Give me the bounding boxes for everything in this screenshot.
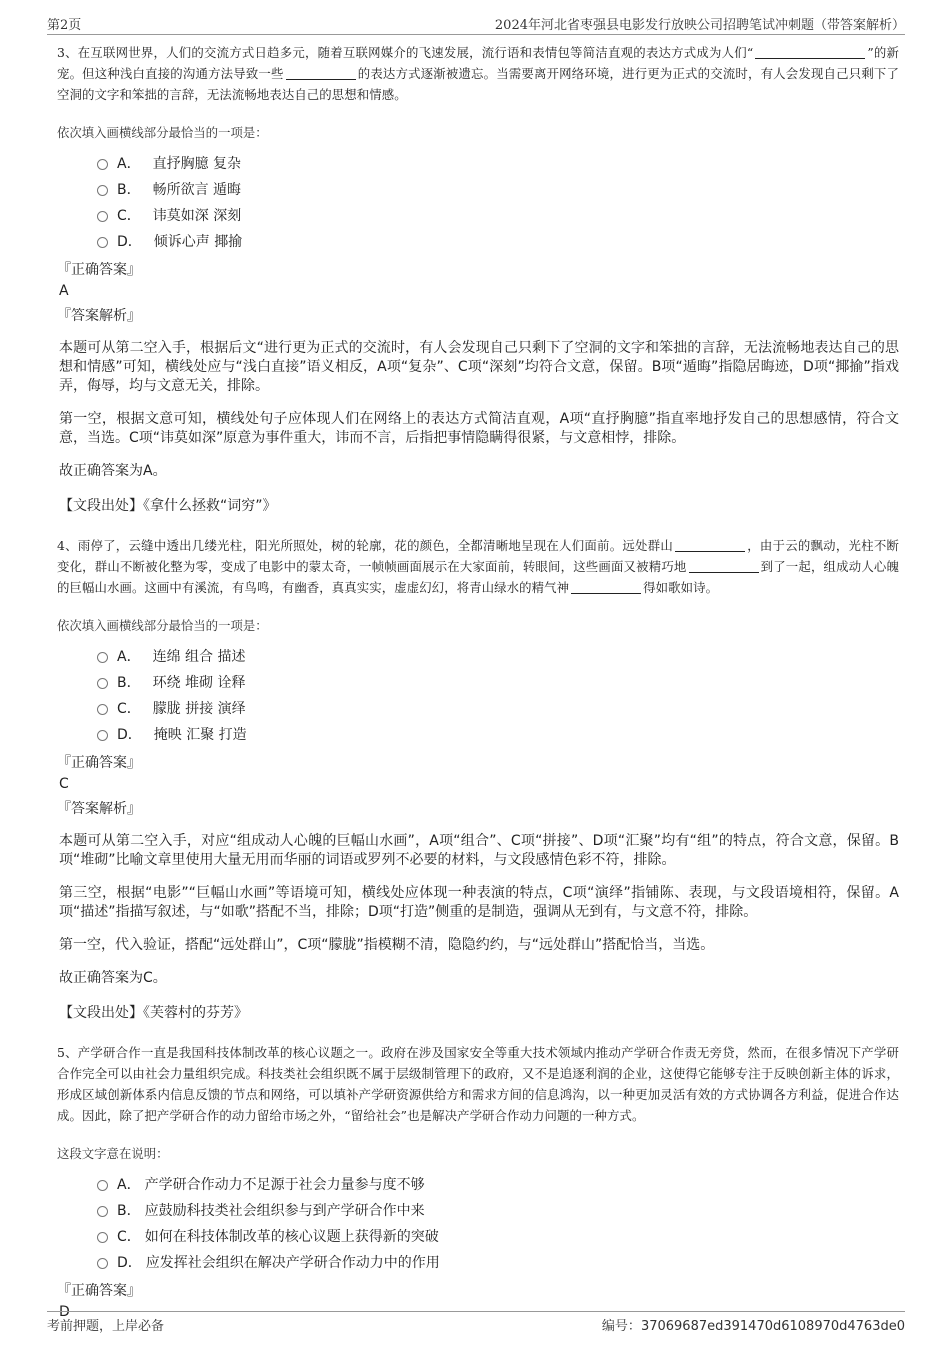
question-prompt: 这段文字意在说明： xyxy=(57,1146,169,1161)
source-citation: 【文段出处】《拿什么拯救“词穷”》 xyxy=(59,498,277,514)
stem-text: 4、雨停了，云缝中透出几缕光柱，阳光所照处，树的轮廓，花的颜色，全都清晰地呈现在人们面前。远处群山 xyxy=(57,538,674,553)
radio-icon[interactable] xyxy=(97,1232,108,1243)
page-footer xyxy=(47,1311,905,1334)
question-stem xyxy=(57,535,899,598)
stem-text: 的表达方式逐渐被遗忘。当需要离开网络环境，进行更为正式的交流时，有人会发现自己只剩下了空洞的文字和笨拙的言辞，无法流畅地表达自己的思想和情感。 xyxy=(57,66,899,102)
option-text: 如何在科技体制改革的核心议题上获得新的突破 xyxy=(144,1229,439,1245)
option-d[interactable] xyxy=(97,229,899,255)
question-5 xyxy=(57,1042,899,1322)
source-citation: 【文段出处】《芙蓉村的芬芳》 xyxy=(59,1005,248,1021)
answer-value: A xyxy=(59,283,69,299)
option-b[interactable] xyxy=(97,177,899,203)
option-text: 环绕 堆砌 诠释 xyxy=(152,675,246,691)
option-letter: B． xyxy=(117,182,141,198)
option-c[interactable] xyxy=(97,696,899,722)
option-text: 朦胧 拼接 演绎 xyxy=(152,701,246,717)
option-letter: D． xyxy=(117,1255,142,1271)
code-value: 37069687ed391470d6108970d4763de0 xyxy=(640,1319,905,1334)
option-text: 产学研合作动力不足源于社会力量参与度不够 xyxy=(144,1177,425,1193)
document-code xyxy=(602,1315,905,1334)
radio-icon[interactable] xyxy=(97,185,108,196)
option-letter: A． xyxy=(117,649,141,665)
option-letter: B． xyxy=(117,1203,141,1219)
radio-icon[interactable] xyxy=(97,1180,108,1191)
radio-icon[interactable] xyxy=(97,1258,108,1269)
option-letter: C． xyxy=(117,701,141,717)
analysis-label: 『答案解析』 xyxy=(57,308,141,324)
option-c[interactable] xyxy=(97,203,899,229)
option-list xyxy=(97,151,899,255)
analysis-paragraph: 本题可从第二空入手，根据后文“进行更为正式的交流时，有人会发现自己只剩下了空洞的文字和笨拙的言辞，无法流畅地表达自己的思想和情感”可知，横线处应与“浅白直接”语义相反，A项“复杂”、C项“深刻”均符合文意，保留。B项“遁晦”指隐居晦迹，D项“揶揄”指戏弄，侮辱，均与文意无关，排除。 xyxy=(59,340,899,394)
fill-blank xyxy=(689,559,759,573)
stem-text: 到了一起，组成动人心魄的巨幅山水画。这画中有溪流，有鸟鸣，有幽香，真真实实，虚虚幻幻，将青山绿水的精气神 xyxy=(57,559,899,595)
analysis-label: 『答案解析』 xyxy=(57,801,141,817)
option-letter: B． xyxy=(117,675,141,691)
analysis-paragraph: 故正确答案为A。 xyxy=(59,463,167,479)
option-letter: C． xyxy=(117,208,141,224)
option-b[interactable] xyxy=(97,670,899,696)
answer-label: 『正确答案』 xyxy=(57,755,141,771)
option-letter: D． xyxy=(117,727,142,743)
radio-icon[interactable] xyxy=(97,211,108,222)
option-a[interactable] xyxy=(97,644,899,670)
page-content xyxy=(57,42,899,1322)
fill-blank xyxy=(286,66,356,80)
document-title: 2024年河北省枣强县电影发行放映公司招聘笔试冲刺题（带答案解析） xyxy=(494,18,905,33)
option-a[interactable] xyxy=(97,151,899,177)
stem-text: 得如歌如诗。 xyxy=(643,580,719,595)
option-text: 掩映 汇聚 打造 xyxy=(153,727,247,743)
footer-slogan: 考前押题，上岸必备 xyxy=(47,1319,165,1334)
option-letter: D． xyxy=(117,234,142,250)
question-3 xyxy=(57,42,899,515)
analysis-paragraph: 第一空，根据文意可知，横线处句子应体现人们在网络上的表达方式简洁直观，A项“直抒胸臆”指直率地抒发自己的思想感情，符合文意，当选。C项“讳莫如深”原意为事件重大，讳而不言，后指把事情隐瞒得很紧，与文意相悖，排除。 xyxy=(59,411,899,446)
question-stem: 5、产学研合作一直是我国科技体制改革的核心议题之一。政府在涉及国家安全等重大技术领域内推动产学研合作责无旁贷，然而，在很多情况下产学研合作完全可以由社会力量组织完成。科技类社会组织既不属于层级制管理下的政府，又不是追逐利润的企业，这使得它能够专注于反映创新主体的诉求，形成区域创新体系内信息反馈的节点和网络，可以填补产学研资源供给方和需求方间的信息鸿沟，以一种更加灵活有效的方式协调各方利益，促进合作达成。因此，除了把产学研合作的动力留给市场之外，“留给社会”也是解决产学研合作动力问题的一种方式。 xyxy=(57,1045,899,1123)
option-c[interactable] xyxy=(97,1224,899,1250)
question-prompt: 依次填入画横线部分最恰当的一项是： xyxy=(57,125,268,140)
option-letter: A． xyxy=(117,156,141,172)
question-4 xyxy=(57,535,899,1022)
page-header xyxy=(47,12,905,35)
option-list xyxy=(97,644,899,748)
option-list xyxy=(97,1172,899,1276)
option-text: 应鼓励科技类社会组织参与到产学研合作中来 xyxy=(144,1203,425,1219)
analysis-paragraph: 第三空，根据“电影”“巨幅山水画”等语境可知，横线处应体现一种表演的特点，C项“演绎”指铺陈、表现，与文段语境相符，保留。A项“描述”指描写叙述，与“如歌”搭配不当，排除；D项“打造”侧重的是制造，强调从无到有，与文意不符，排除。 xyxy=(59,885,899,920)
option-letter: A． xyxy=(117,1177,141,1193)
fill-blank xyxy=(571,580,641,594)
option-text: 应发挥社会组织在解决产学研合作动力中的作用 xyxy=(145,1255,440,1271)
question-stem xyxy=(57,42,899,105)
option-text: 直抒胸臆 复杂 xyxy=(152,156,242,172)
option-text: 倾诉心声 揶揄 xyxy=(153,234,243,250)
option-b[interactable] xyxy=(97,1198,899,1224)
radio-icon[interactable] xyxy=(97,704,108,715)
radio-icon[interactable] xyxy=(97,159,108,170)
analysis-paragraph: 故正确答案为C。 xyxy=(59,970,167,986)
radio-icon[interactable] xyxy=(97,1206,108,1217)
radio-icon[interactable] xyxy=(97,237,108,248)
answer-label: 『正确答案』 xyxy=(57,1283,141,1299)
option-d[interactable] xyxy=(97,722,899,748)
answer-label: 『正确答案』 xyxy=(57,262,141,278)
code-label: 编号： xyxy=(601,1319,641,1334)
fill-blank xyxy=(755,45,865,59)
answer-value: C xyxy=(59,776,69,792)
stem-text: 3、在互联网世界，人们的交流方式日趋多元，随着互联网媒介的飞速发展，流行语和表情包等简洁直观的表达方式成为人们“ xyxy=(57,45,754,60)
answer-value: D xyxy=(59,1304,70,1320)
page-number: 第2页 xyxy=(47,18,82,33)
fill-blank xyxy=(675,538,745,552)
analysis-paragraph: 第一空，代入验证，搭配“远处群山”，C项“朦胧”指模糊不清，隐隐约约，与“远处群山”搭配恰当，当选。 xyxy=(59,937,715,953)
analysis-paragraph: 本题可从第二空入手，对应“组成动人心魄的巨幅山水画”，A项“组合”、C项“拼接”、D项“汇聚”均有“组”的特点，符合文意，保留。B项“堆砌”比喻文章里使用大量无用而华丽的词语或罗列不必要的材料，与文段感情色彩不符，排除。 xyxy=(59,833,899,868)
option-text: 讳莫如深 深刻 xyxy=(152,208,242,224)
option-a[interactable] xyxy=(97,1172,899,1198)
option-d[interactable] xyxy=(97,1250,899,1276)
question-prompt: 依次填入画横线部分最恰当的一项是： xyxy=(57,618,268,633)
radio-icon[interactable] xyxy=(97,652,108,663)
stem-text: ，由于云的飘动，光柱不断变化，群山不断被化整为零，变成了电影中的蒙太奇，一帧帧画面展示在大家面前，转眼间，这些画面又被精巧地 xyxy=(57,538,899,574)
option-letter: C． xyxy=(117,1229,141,1245)
option-text: 连绵 组合 描述 xyxy=(152,649,246,665)
radio-icon[interactable] xyxy=(97,678,108,689)
option-text: 畅所欲言 遁晦 xyxy=(152,182,242,198)
stem-text: ”的新宠。但这种浅白直接的沟通方法导致一些 xyxy=(57,45,899,81)
radio-icon[interactable] xyxy=(97,730,108,741)
